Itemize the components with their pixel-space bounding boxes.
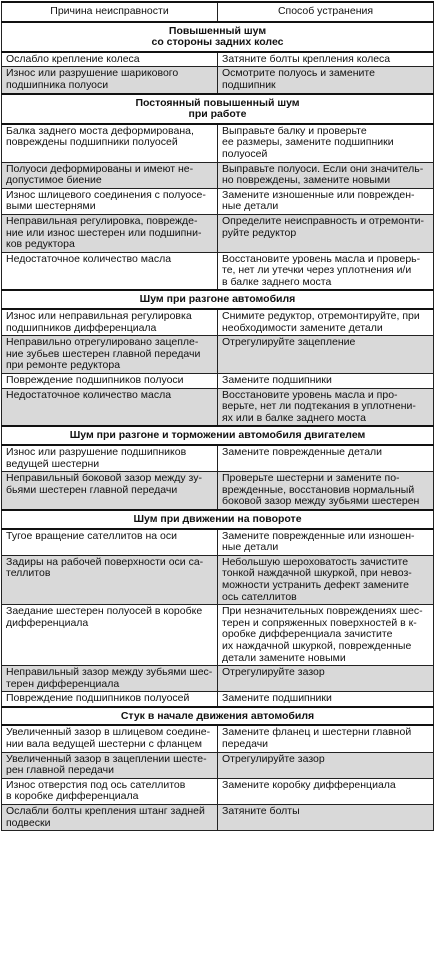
section-header xyxy=(2,510,434,529)
cause-cell: Неправильная регулировка, поврежде- ние или износ шестерен или подшипни- ков редуктора xyxy=(2,214,218,252)
fix-cell: Восстановите уровень масла и проверь- те, нет ли утечки через уплотнения и/и в балке заднего моста xyxy=(218,252,434,290)
troubleshooting-table xyxy=(1,1,434,831)
table-row xyxy=(2,529,434,556)
table-row xyxy=(2,388,434,426)
table-body xyxy=(2,22,434,831)
fix-cell: Замените фланец и шестерни главной передачи xyxy=(218,725,434,752)
cause-cell: Повреждение подшипников полуоси xyxy=(2,374,218,389)
fix-cell: Замените подшипники xyxy=(218,374,434,389)
fix-cell: Отрегулируйте зазор xyxy=(218,666,434,692)
fix-cell: Определите неисправность и отремонти- руйте редуктор xyxy=(218,214,434,252)
section-header xyxy=(2,22,434,52)
header-fix: Способ устранения xyxy=(218,2,434,22)
table-row xyxy=(2,52,434,67)
cause-cell: Заедание шестерен полуосей в коробке дифференциала xyxy=(2,605,218,666)
fix-cell: Замените поврежденные детали xyxy=(218,445,434,472)
table-row xyxy=(2,188,434,214)
section-title: Стук в начале движения автомобиля xyxy=(2,707,434,726)
table-row xyxy=(2,666,434,692)
cause-cell: Задиры на рабочей поверхности оси са- теллитов xyxy=(2,555,218,604)
table-row xyxy=(2,67,434,94)
section-title: Постоянный повышенный шум при работе xyxy=(2,94,434,124)
fix-cell: Выправьте балку и проверьте ее размеры, замените подшипники полуосей xyxy=(218,124,434,162)
table-row xyxy=(2,374,434,389)
table-row xyxy=(2,725,434,752)
fix-cell: Осмотрите полуось и замените подшипник xyxy=(218,67,434,94)
table-row xyxy=(2,445,434,472)
fix-cell: Затяните болты xyxy=(218,805,434,831)
fix-cell: Восстановите уровень масла и про- верьте, нет ли подтекания в уплотнени- ях или в балке заднего моста xyxy=(218,388,434,426)
fix-cell: Замените подшипники xyxy=(218,692,434,707)
fix-cell: Проверьте шестерни и замените по- врежденные, восстановив нормальный боковой зазор между зубьями шестерен xyxy=(218,472,434,510)
table-row xyxy=(2,336,434,374)
table-row xyxy=(2,692,434,707)
table-row xyxy=(2,472,434,510)
table-row xyxy=(2,162,434,188)
fix-cell: Отрегулируйте зацепление xyxy=(218,336,434,374)
cause-cell: Недостаточное количество масла xyxy=(2,388,218,426)
cause-cell: Повреждение подшипников полуосей xyxy=(2,692,218,707)
cause-cell: Неправильный боковой зазор между зу- бьями шестерен главной передачи xyxy=(2,472,218,510)
cause-cell: Недостаточное количество масла xyxy=(2,252,218,290)
fix-cell: Затяните болты крепления колеса xyxy=(218,52,434,67)
cause-cell: Неправильный зазор между зубьями шес- терен дифференциала xyxy=(2,666,218,692)
cause-cell: Износ или разрушение подшипников ведущей шестерни xyxy=(2,445,218,472)
fix-cell: При незначительных повреждениях шес- терен и сопряженных поверхностей в к- оробке дифференциала зачистите их наждачной шкуркой, поврежденные детали замените новыми xyxy=(218,605,434,666)
cause-cell: Тугое вращение сателлитов на оси xyxy=(2,529,218,556)
cause-cell: Износ или разрушение шарикового подшипника полуоси xyxy=(2,67,218,94)
section-header xyxy=(2,94,434,124)
cause-cell: Увеличенный зазор в шлицевом соедине- нии вала ведущей шестерни с фланцем xyxy=(2,725,218,752)
fix-cell: Выправьте полуоси. Если они значитель- но повреждены, замените новыми xyxy=(218,162,434,188)
section-title: Шум при движении на повороте xyxy=(2,510,434,529)
fix-cell: Замените коробку дифференциала xyxy=(218,778,434,804)
section-title: Шум при разгоне и торможении автомобиля двигателем xyxy=(2,426,434,445)
cause-cell: Ослабло крепление колеса xyxy=(2,52,218,67)
table-row xyxy=(2,252,434,290)
header-cause: Причина неисправности xyxy=(2,2,218,22)
cause-cell: Износ шлицевого соединения с полуосе- выми шестернями xyxy=(2,188,218,214)
cause-cell: Балка заднего моста деформирована, повреждены подшипники полуосей xyxy=(2,124,218,162)
fix-cell: Небольшую шероховатость зачистите тонкой наждачной шкуркой, при невоз- можности устранить дефект замените ось сателлитов xyxy=(218,555,434,604)
cause-cell: Износ или неправильная регулировка подшипников дифференциала xyxy=(2,309,218,336)
fix-cell: Отрегулируйте зазор xyxy=(218,752,434,778)
cause-cell: Неправильно отрегулировано зацепле- ние зубьев шестерен главной передачи при ремонте редуктора xyxy=(2,336,218,374)
section-title: Повышенный шум со стороны задних колес xyxy=(2,22,434,52)
fix-cell: Замените изношенные или поврежден- ные детали xyxy=(218,188,434,214)
table-row xyxy=(2,214,434,252)
section-title: Шум при разгоне автомобиля xyxy=(2,290,434,309)
cause-cell: Увеличенный зазор в зацеплении шесте- рен главной передачи xyxy=(2,752,218,778)
fix-cell: Замените поврежденные или изношен- ные детали xyxy=(218,529,434,556)
table-row xyxy=(2,752,434,778)
table-row xyxy=(2,124,434,162)
table-header-row xyxy=(2,2,434,22)
cause-cell: Ослабли болты крепления штанг задней подвески xyxy=(2,805,218,831)
section-header xyxy=(2,290,434,309)
section-header xyxy=(2,426,434,445)
section-header xyxy=(2,707,434,726)
table-row xyxy=(2,605,434,666)
table-row xyxy=(2,778,434,804)
fix-cell: Снимите редуктор, отремонтируйте, при необходимости замените детали xyxy=(218,309,434,336)
table-row xyxy=(2,805,434,831)
cause-cell: Полуоси деформированы и имеют не- допустимое биение xyxy=(2,162,218,188)
cause-cell: Износ отверстия под ось сателлитов в коробке дифференциала xyxy=(2,778,218,804)
table-row xyxy=(2,555,434,604)
table-row xyxy=(2,309,434,336)
